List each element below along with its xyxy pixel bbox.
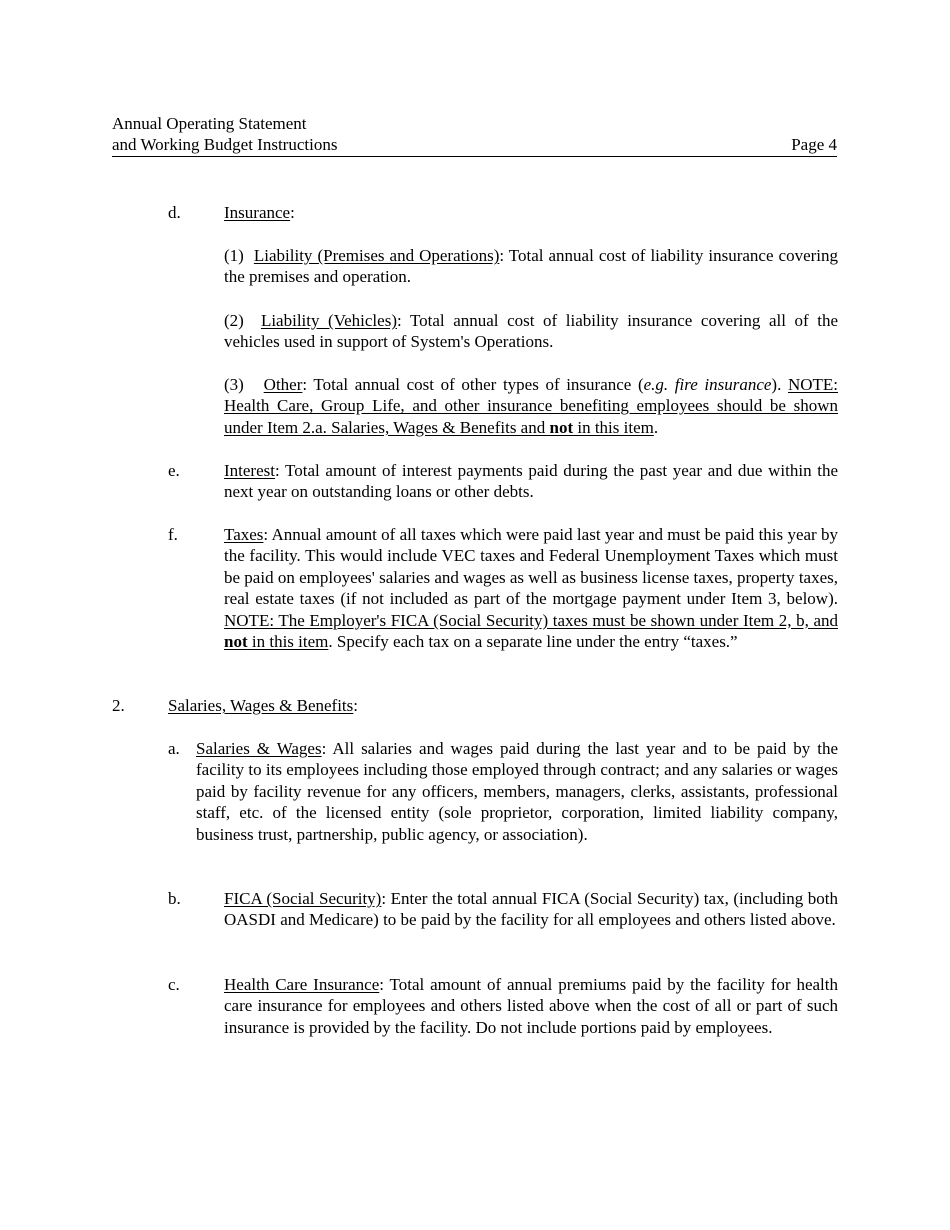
item-d-marker: d. bbox=[168, 203, 181, 222]
item-f-note-a: NOTE: The Employer's FICA (Social Security) taxes must be shown under Item 2, b, and bbox=[224, 610, 838, 630]
section-2-title: Salaries, Wages & Benefits bbox=[168, 696, 354, 715]
item-d-colon: : bbox=[290, 203, 295, 222]
sub3-note-bold: not bbox=[549, 417, 574, 437]
sub3-note-a: NOTE: Health Care, Group Life, and other insurance benefiting employees should be shown under Item 2.a. Salaries, Wages & Benefits and bbox=[224, 375, 839, 437]
item-2a-body bbox=[168, 738, 838, 845]
sub2-text: : Total annual cost of liability insurance covering all of the vehicles used in support of System's Operations. bbox=[224, 311, 838, 352]
item-f-note-b: in this item bbox=[247, 632, 329, 652]
page-header bbox=[112, 113, 837, 157]
header-title-line2-row bbox=[112, 134, 837, 156]
item-2a-marker: a. bbox=[168, 739, 180, 758]
item-d-sub2 bbox=[224, 310, 838, 353]
item-f-tail: . Specify each tax on a separate line under the entry “taxes.” bbox=[328, 632, 738, 652]
item-2a-text: : All salaries and wages paid during the last year and to be paid by the facility to its employees including those employed through contract; and any salaries or wages paid by facility revenue for any officers, members, managers, clerks, assistants, professional staff, etc. of the licensed entity (sole proprietor, corporation, limited liability company, business trust, partnership, public agency, or association). bbox=[196, 739, 838, 844]
item-2b-title: FICA (Social Security) bbox=[224, 889, 382, 908]
item-f-title: Taxes bbox=[224, 525, 264, 544]
sub1-number: (1) bbox=[224, 246, 244, 265]
sub2-title: Liability (Vehicles) bbox=[260, 311, 397, 330]
item-e-title: Interest bbox=[224, 461, 275, 480]
item-e-text: : Total amount of interest payments paid during the past year and due within the next year on outstanding loans or other debts. bbox=[224, 461, 838, 502]
section-2-colon: : bbox=[353, 696, 359, 715]
item-e-marker: e. bbox=[168, 461, 180, 480]
item-f-marker: f. bbox=[168, 525, 178, 544]
item-d-sub1 bbox=[224, 245, 838, 288]
header-title-line2: and Working Budget Instructions bbox=[112, 135, 338, 155]
item-2b-marker: b. bbox=[168, 889, 181, 908]
page-number: Page 4 bbox=[791, 135, 837, 155]
sub3-text-b: ). bbox=[771, 375, 782, 394]
sub1-title: Liability (Premises and Operations) bbox=[253, 246, 500, 265]
item-d-sub3 bbox=[224, 374, 838, 438]
sub2-number: (2) bbox=[224, 311, 244, 330]
item-2c-body bbox=[224, 974, 838, 1038]
item-f-body bbox=[224, 524, 838, 652]
item-f-note-bold: not bbox=[224, 632, 248, 652]
item-2c-marker: c. bbox=[168, 975, 180, 994]
sub3-end: . bbox=[653, 417, 659, 437]
item-2c-text: : Total amount of annual premiums paid by the facility for health care insurance for employees and others listed above when the cost of all or part of such insurance is provided by the facility. Do not include portions paid by employees. bbox=[224, 975, 838, 1037]
sub3-title: Other bbox=[263, 375, 303, 394]
item-2a-title: Salaries & Wages bbox=[196, 739, 322, 758]
section-2-marker: 2. bbox=[112, 696, 125, 715]
item-2c-title: Health Care Insurance bbox=[224, 975, 380, 994]
item-d-heading bbox=[224, 202, 295, 223]
item-2b-body bbox=[224, 888, 838, 931]
item-f-text: : Annual amount of all taxes which were paid last year and must be paid this year by the facility. This would include VEC taxes and Federal Unemployment Taxes which must be paid on employees' salaries and wages as well as business license taxes, property taxes, real estate taxes (if not included as part of the mortgage payment under Item 3, below). bbox=[224, 525, 838, 609]
item-2b-text: : Enter the total annual FICA (Social Security) tax, (including both OASDI and Medicare) to be paid by the facility for all employees and others listed above. bbox=[224, 889, 839, 930]
sub3-italic: e.g. fire insurance bbox=[643, 375, 772, 394]
item-e-body bbox=[224, 460, 838, 503]
sub3-number: (3) bbox=[224, 375, 244, 394]
sub3-text-a: : Total annual cost of other types of insurance ( bbox=[302, 375, 644, 394]
header-title-line1: Annual Operating Statement bbox=[112, 114, 307, 133]
item-d-title: Insurance bbox=[224, 203, 291, 222]
sub3-note-b: in this item bbox=[573, 417, 654, 437]
section-2-heading bbox=[168, 695, 358, 716]
sub1-text: : Total annual cost of liability insurance covering the premises and operation. bbox=[224, 246, 839, 287]
